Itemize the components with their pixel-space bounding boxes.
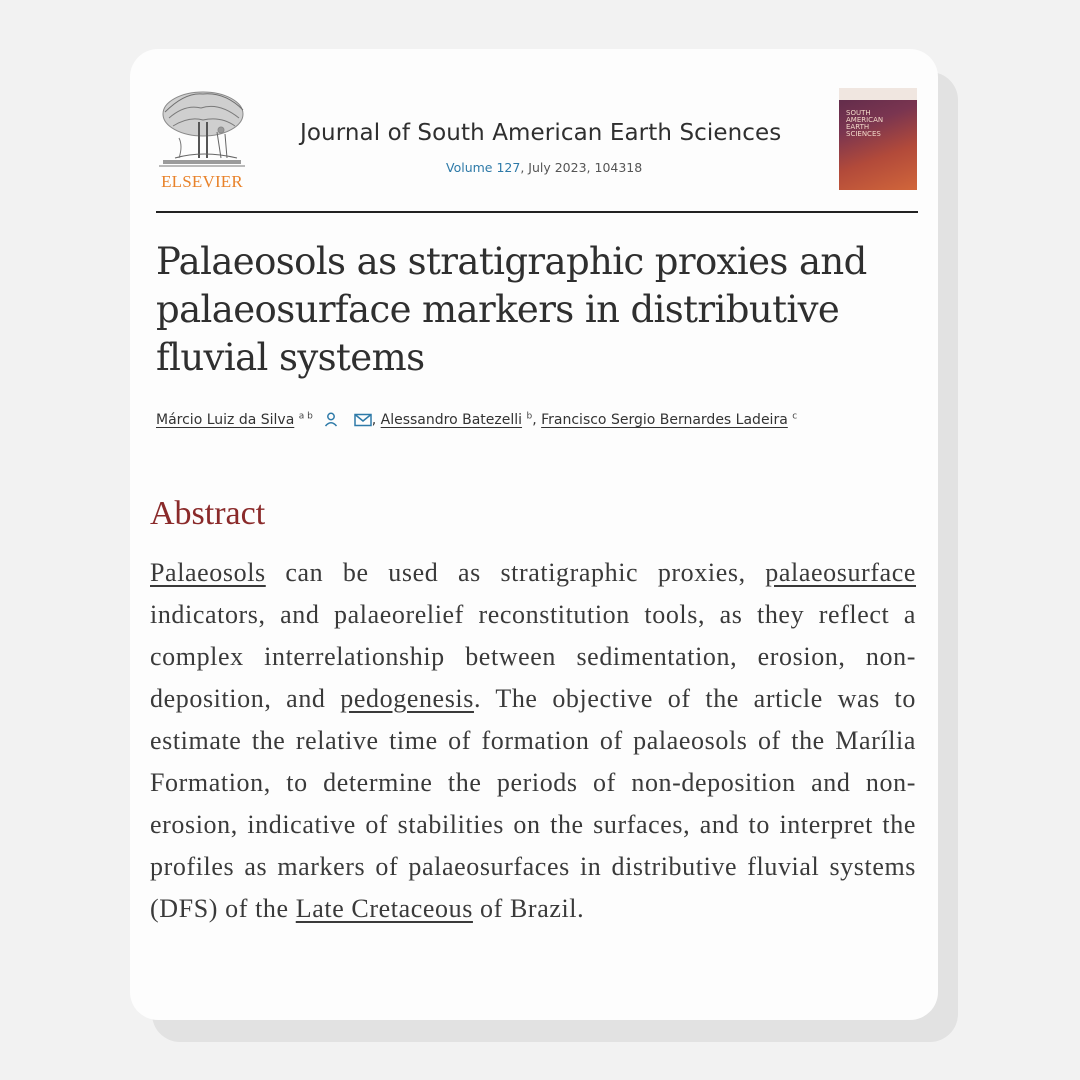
author-separator: , <box>532 412 537 428</box>
journal-title[interactable]: Journal of South American Earth Sciences <box>300 120 782 146</box>
keyword-link[interactable]: pedogenesis <box>340 684 474 713</box>
cover-title: SOUTH AMERICAN EARTH SCIENCES <box>846 109 884 138</box>
keyword-link[interactable]: Late Cretaceous <box>295 894 473 923</box>
volume-link[interactable]: Volume 127 <box>446 160 521 175</box>
author-list <box>156 411 797 431</box>
abstract-text-run: indicators, and palaeorelief reconstitution tools, as they reflect a complex interrelationship between sedimentation, erosion, non-deposition, and <box>150 600 916 713</box>
publisher-name: ELSEVIER <box>161 172 243 191</box>
elsevier-logo[interactable] <box>155 88 249 194</box>
header-divider <box>156 211 918 213</box>
author-link[interactable]: Márcio Luiz da Silva <box>156 412 295 428</box>
abstract-text-run: of Brazil. <box>472 894 585 923</box>
author-link[interactable]: Francisco Sergio Bernardes Ladeira <box>541 412 788 428</box>
author-affiliation[interactable]: c <box>792 411 798 422</box>
article-title: Palaeosols as stratigraphic proxies and palaeosurface markers in distributive fluvial systems <box>156 240 867 379</box>
journal-meta <box>446 160 642 175</box>
keyword-link[interactable]: palaeosurface <box>765 558 916 587</box>
abstract-text-run: can be used as stratigraphic proxies, <box>265 558 766 587</box>
author-affiliation[interactable]: a b <box>298 411 313 422</box>
elsevier-tree-logo-icon <box>155 88 249 172</box>
cover-header-band <box>839 88 917 100</box>
envelope-icon[interactable] <box>354 413 372 431</box>
journal-cover-thumbnail[interactable] <box>839 88 917 190</box>
person-icon[interactable] <box>323 411 339 431</box>
keyword-link[interactable]: Palaeosols <box>150 558 266 587</box>
author-affiliation[interactable]: b <box>526 411 533 422</box>
abstract-heading: Abstract <box>150 495 266 532</box>
author-link[interactable]: Alessandro Batezelli <box>380 412 523 428</box>
author-separator: , <box>371 412 377 428</box>
issue-info: , July 2023, 104318 <box>520 160 643 175</box>
abstract-text <box>150 552 916 930</box>
abstract-text-run: . The objective of the article was to estimate the relative time of formation of palaeosols of the Marília Formation, to determine the periods of non-deposition and non-erosion, indicative of stabilities on the surfaces, and to interpret the profiles as markers of palaeosurfaces in distributive fluvial systems (DFS) of the <box>150 684 916 923</box>
